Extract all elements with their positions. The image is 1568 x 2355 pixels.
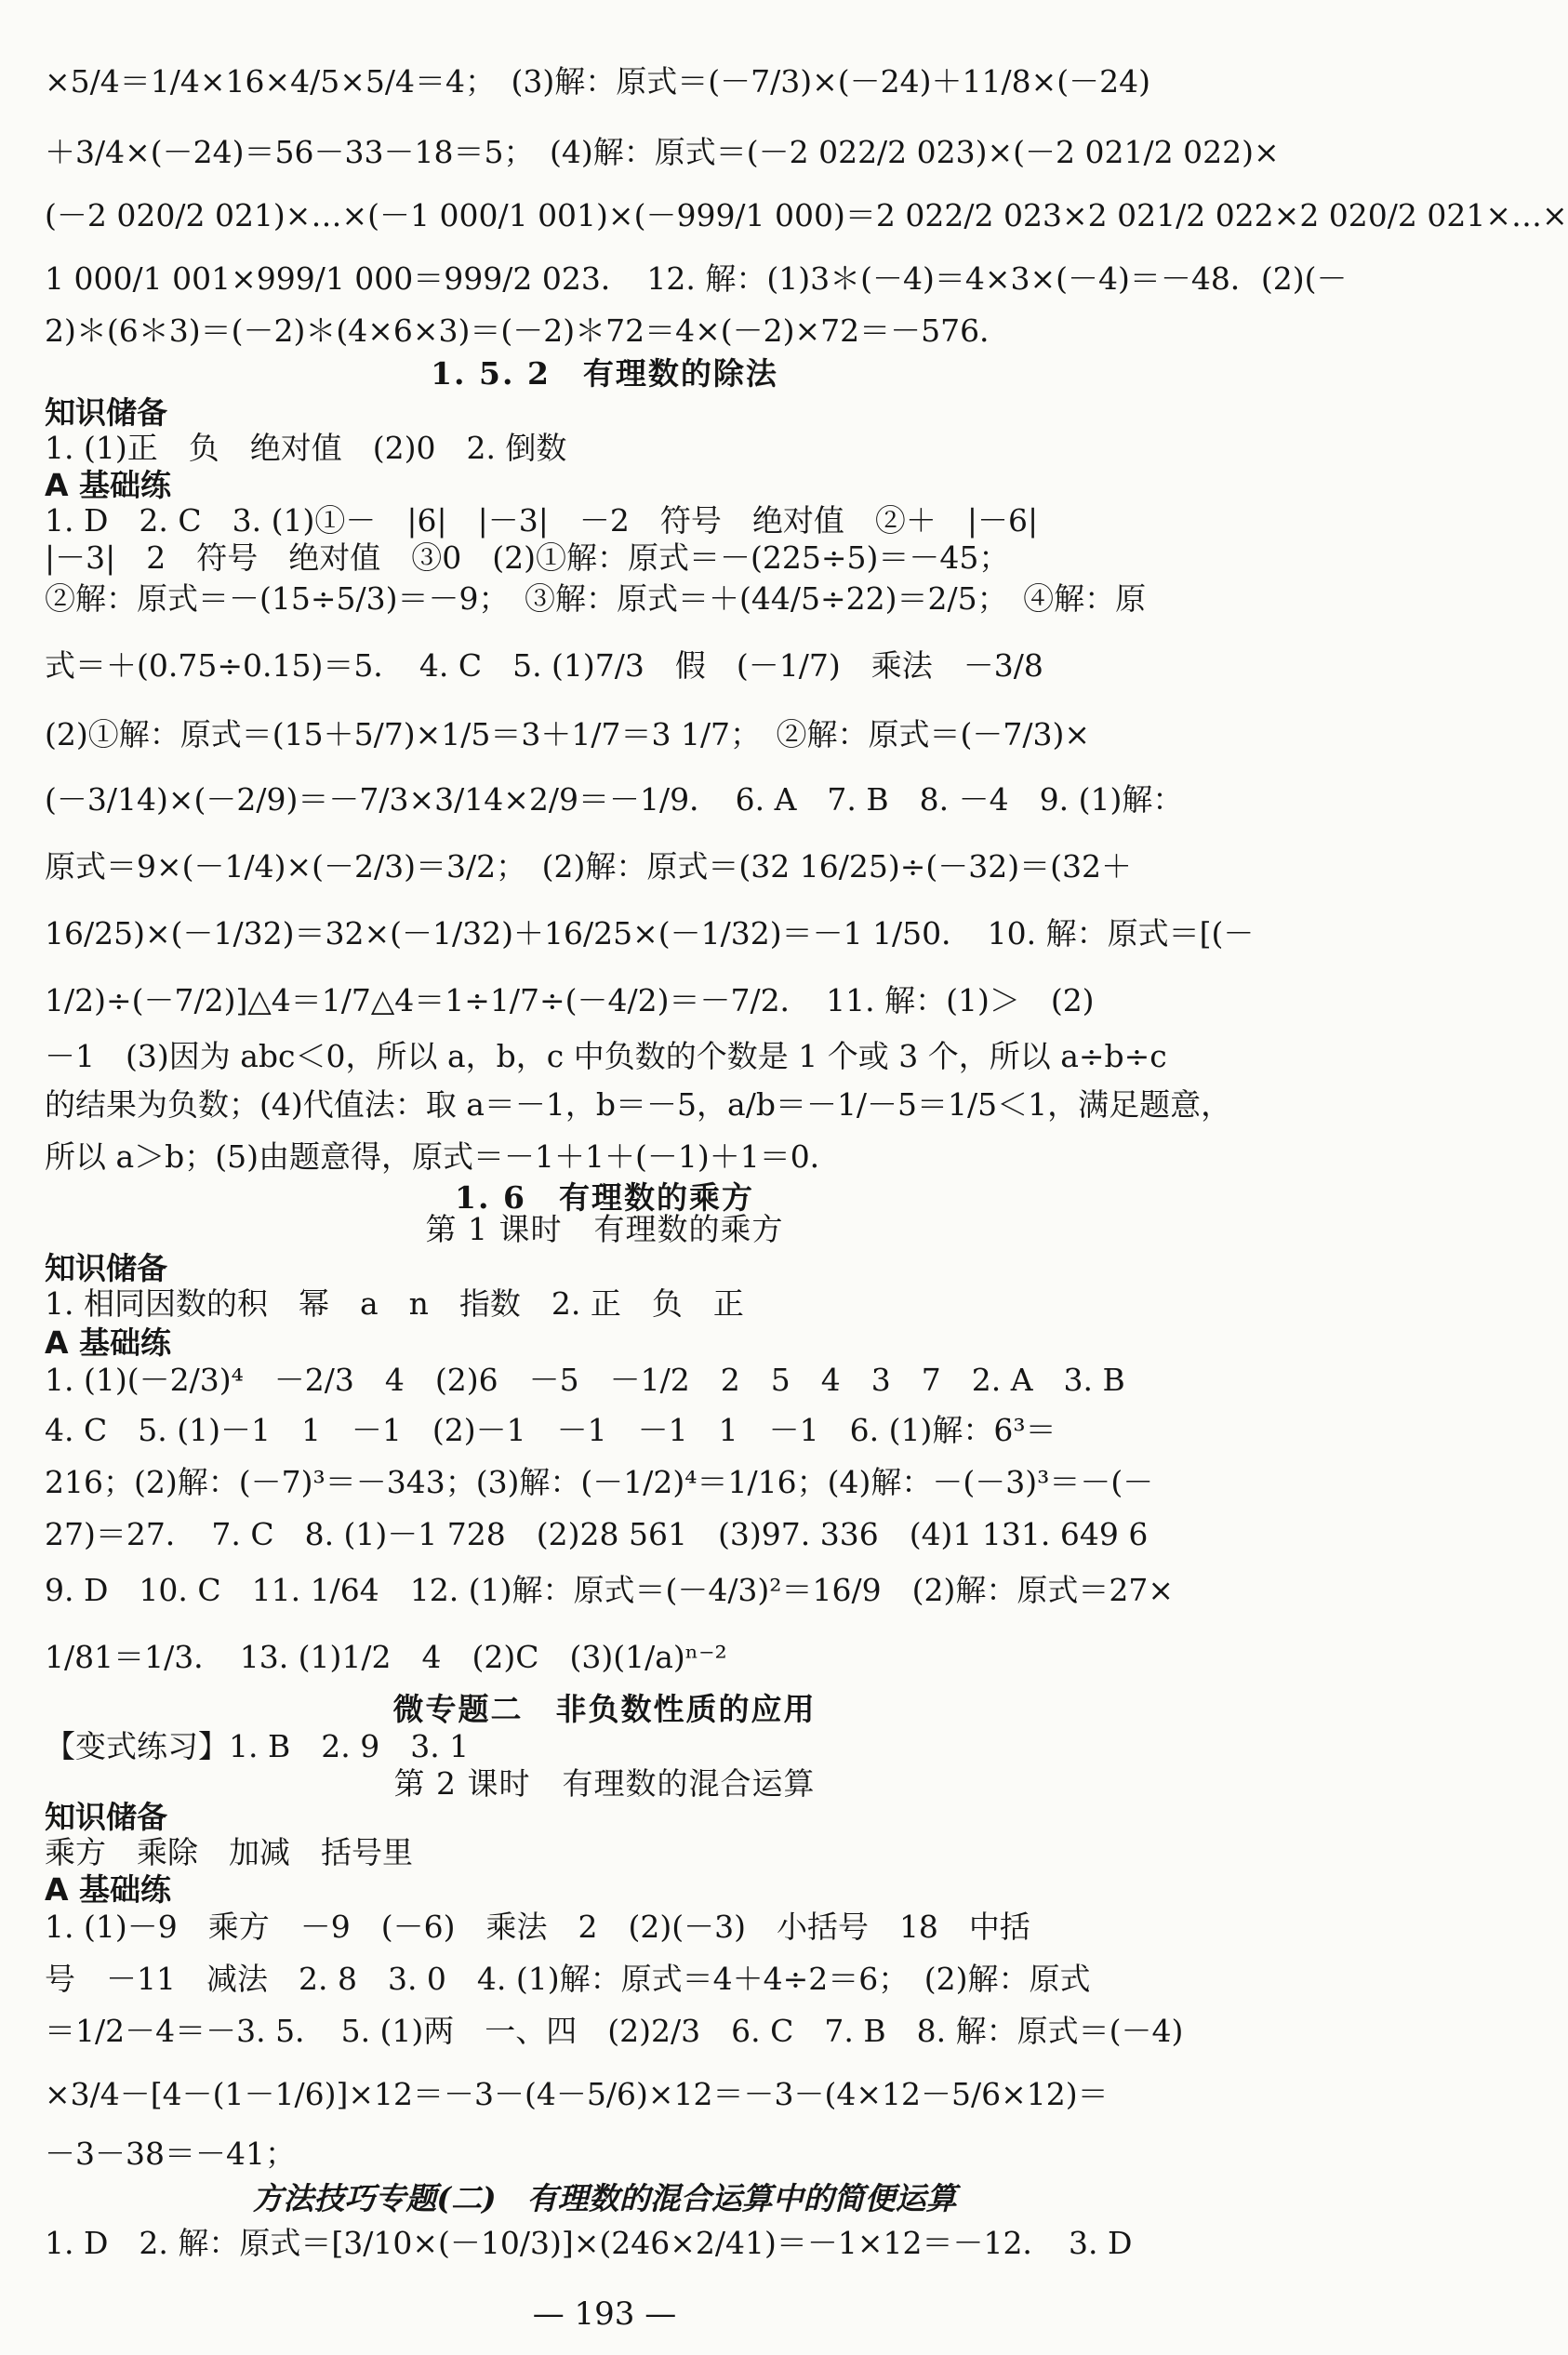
answer-line: 所以 a＞b；(5)由题意得，原式＝－1＋1＋(－1)＋1＝0． [45,1138,841,1175]
answer-line: 16/25)×(－1/32)＝32×(－1/32)＋16/25×(－1/32)＝－1 1/50． 10. 解：原式＝[(－ [45,915,1255,951]
answer-line: 式＝＋(0.75÷0.15)＝5． 4. C 5. (1)7/3 假 (－1/7) 乘法 －3/8 [45,647,1043,684]
answer-line: －3－38＝－41； [45,2135,296,2172]
answer-line: 1/81＝1/3． 13. (1)1/2 4 (2)C (3)(1/a)ⁿ⁻² [45,1639,727,1675]
answer-line: 1. D 2. 解：原式＝[3/10×(－10/3)]×(246×2/41)＝－1×12＝－12． 3. D [45,2225,1133,2261]
answer-line: (－2 020/2 021)×…×(－1 000/1 001)×(－999/1 000)＝2 022/2 023×2 021/2 022×2 020/2 021×…× [45,197,1568,233]
answer-line: ×3/4－[4－(1－1/6)]×12＝－3－(4－5/6)×12＝－3－(4×12－5/6×12)＝ [45,2076,1109,2112]
answer-line: 号 －11 减法 2. 8 3. 0 4. (1)解：原式＝4＋4÷2＝6； (2)解：原式 [45,1961,1091,1997]
micro-topic-title: 微专题二 非负数性质的应用 [392,1691,817,1727]
answer-line: 1. (1)－9 乘方 －9 (－6) 乘法 2 (2)(－3) 小括号 18 中括 [45,1909,1030,1945]
lesson-title: 第 1 课时 有理数的乘方 [425,1211,784,1247]
answer-line: ＝1/2－4＝－3. 5． 5. (1)两 一、四 (2)2/3 6. C 7. B 8. 解：原式＝(－4) [45,2013,1184,2049]
answer-line: －1 (3)因为 abc＜0，所以 a，b，c 中负数的个数是 1 个或 3 个，所以 a÷b÷c [45,1038,1167,1074]
page-number: — 193 — [532,2295,677,2333]
method-topic-title: 方法技巧专题(二) 有理数的混合运算中的简便运算 [252,2180,957,2216]
answer-line: 216；(2)解：(－7)³＝－343；(3)解：(－1/2)⁴＝1/16；(4)解：－(－3)³＝－(－ [45,1464,1154,1500]
answer-line: (－3/14)×(－2/9)＝－7/3×3/14×2/9＝－1/9． 6. A 7. B 8. －4 9. (1)解： [45,781,1184,818]
section-title: 1. 5. 2 有理数的除法 [431,355,778,392]
answer-line: 1/2)÷(－7/2)]△4＝1/7△4＝1÷1/7÷(－4/2)＝－7/2． 11. 解：(1)＞ (2) [45,982,1095,1018]
knowledge-line: 1. (1)正 负 绝对值 (2)0 2. 倒数 [45,430,567,466]
answer-line: 1. (1)(－2/3)⁴ －2/3 4 (2)6 －5 －1/2 2 5 4 3 7 2. A 3. B [45,1362,1125,1398]
basic-practice-heading: A 基础练 [45,467,172,503]
knowledge-line: 乘方 乘除 加减 括号里 [45,1834,413,1870]
answer-line: |－3| 2 符号 绝对值 ③0 (2)①解：原式＝－(225÷5)＝－45； [45,539,1010,576]
answer-line: 9. D 10. C 11. 1/64 12. (1)解：原式＝(－4/3)²＝16/9 (2)解：原式＝27× [45,1572,1175,1608]
basic-practice-heading: A 基础练 [45,1871,172,1908]
practice-line: 【变式练习】1. B 2. 9 3. 1 [45,1728,470,1764]
basic-practice-heading: A 基础练 [45,1324,172,1361]
answer-line: 1. D 2. C 3. (1)①－ |6| |－3| －2 符号 绝对值 ②＋ |－6| [45,502,1039,539]
answer-line: 1 000/1 001×999/1 000＝999/2 023． 12. 解：(1)3＊(－4)＝4×3×(－4)＝－48．(2)(－ [45,260,1348,297]
knowledge-line: 1. 相同因数的积 幂 a n 指数 2. 正 负 正 [45,1285,744,1322]
lesson-title: 第 2 课时 有理数的混合运算 [393,1765,816,1802]
answer-line: 4. C 5. (1)－1 1 －1 (2)－1 －1 －1 1 －1 6. (1)解：6³＝ [45,1412,1056,1448]
knowledge-heading: 知识储备 [45,1250,167,1286]
knowledge-heading: 知识储备 [45,394,167,431]
section-title: 1. 6 有理数的乘方 [455,1179,754,1216]
answer-line: 的结果为负数；(4)代值法：取 a＝－1，b＝－5，a/b＝－1/－5＝1/5＜1，满足题意， [45,1086,1232,1123]
answer-line: 27)＝27． 7. C 8. (1)－1 728 (2)28 561 (3)97. 336 (4)1 131. 649 6 [45,1516,1149,1552]
answer-line: (2)①解：原式＝(15＋5/7)×1/5＝3＋1/7＝3 1/7； ②解：原式＝(－7/3)× [45,716,1091,752]
answer-line: 2)＊(6＊3)＝(－2)＊(4×6×3)＝(－2)＊72＝4×(－2)×72＝－576． [45,313,1011,349]
knowledge-heading: 知识储备 [45,1799,167,1835]
answer-line: ＋3/4×(－24)＝56－33－18＝5； (4)解：原式＝(－2 022/2 023)×(－2 021/2 022)× [45,134,1280,170]
answer-line: ×5/4＝1/4×16×4/5×5/4＝4； (3)解：原式＝(－7/3)×(－24)＋11/8×(－24) [45,63,1151,100]
answer-line: ②解：原式＝－(15÷5/3)＝－9； ③解：原式＝＋(44/5÷22)＝2/5； ④解：原 [45,580,1147,617]
answer-line: 原式＝9×(－1/4)×(－2/3)＝3/2； (2)解：原式＝(32 16/25)÷(－32)＝(32＋ [45,848,1132,885]
